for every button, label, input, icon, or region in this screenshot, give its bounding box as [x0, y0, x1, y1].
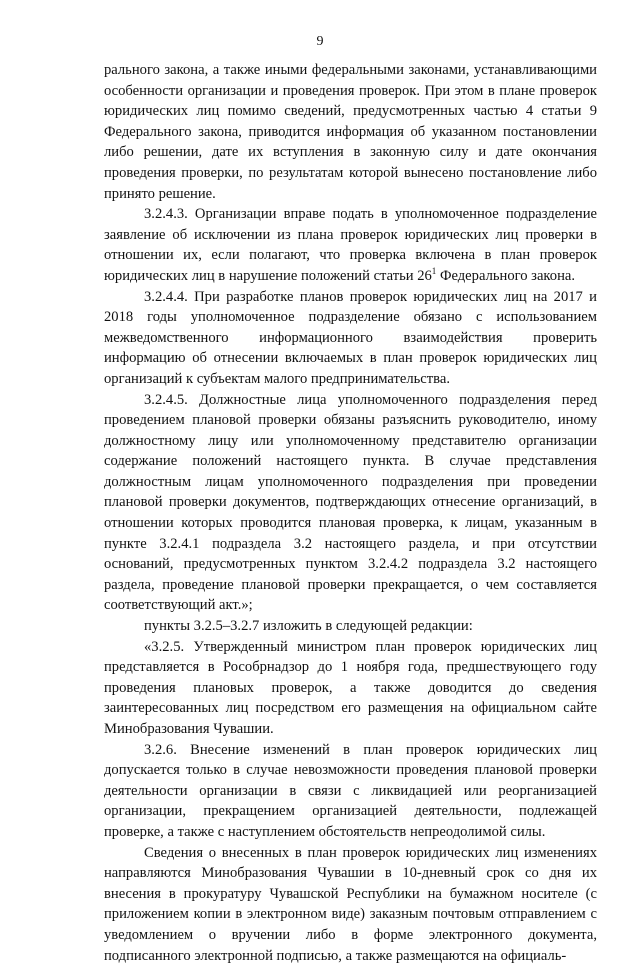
paragraph-text-tail: Федерального закона. [436, 267, 576, 284]
article-superscript: 1 [431, 266, 437, 277]
page-number: 9 [316, 34, 324, 49]
paragraph-items-edit: пункты 3.2.5–3.2.7 изложить в следующей редакции: [144, 618, 473, 635]
paragraph-3-2-4-5: 3.2.4.5. Должностные лица уполномоченного подразделения перед проведением плановой проверки обязаны разъяснить руководителю, иному должностному лицу или уполномоченному представителю организации содержание положений настоящего пункта. В случае представления должностным лицам уполномоченного подразделения при проведении плановой проверки документов, подтверждающих отнесение организаций, в отношении которых проводится плановая проверка, к лицам, указанным в пункте 3.2.4.1 подраздела 3.2 настоящего раздела, и при отсутствии оснований, предусмотренных пунктом 3.2.4.2 подраздела 3.2 настоящего раздела, проведение плановой проверки прекращается, о чем составляется соответствующий акт.»; [104, 391, 597, 614]
paragraph-changes-info: Сведения о внесенных в план проверок юридических лиц изменениях направляются Минобразования Чувашии в 10-дневный срок со дня их внесения в прокуратуру Чувашской Республики на бумажном носителе (с приложением копии в электронном виде) заказным почтовым отправлением с уведомлением о вручении либо в форме электронного документа, подписанного электронной подписью, а также размещаются на официаль- [104, 844, 597, 964]
document-body [104, 60, 597, 966]
paragraph-3-2-5: «3.2.5. Утвержденный министром план проверок юридических лиц представляется в Рособрнадзор до 1 ноября года, предшествующего году проведения плановых проверок, а также доводится до сведения заинтересованных лиц посредством его размещения на официальном сайте Минобразования Чувашии. [104, 638, 597, 737]
paragraph-3-2-4-4: 3.2.4.4. При разработке планов проверок юридических лиц на 2017 и 2018 годы уполномоченное подразделение обязано с использованием межведомственного информационного взаимодействия проверить информацию об отнесении включаемых в план проверок юридических лиц организаций к субъектам малого предпринимательства. [104, 288, 597, 387]
paragraph-text-main: 3.2.4.3. Организации вправе подать в уполномоченное подразделение заявление об исключении из плана проверок юридических лиц проверки в отношении их, если полагают, что проверка включена в план проверок юридических лиц в нарушение положений статьи 26 [104, 206, 597, 284]
paragraph-3-2-4-3 [104, 204, 597, 286]
paragraph-3-2-6: 3.2.6. Внесение изменений в план проверок юридических лиц допускается только в случае невозможности проведения плановой проверки деятельности организации в связи с ликвидацией или реорганизацией организации, прекращением организацией деятельности, подлежащей проверке, а также с наступлением обстоятельств непреодолимой силы. [104, 741, 597, 840]
paragraph-continuation: рального закона, а также иными федеральными законами, устанавливающими особенности организации и проведения проверок. При этом в плане проверок юридических лиц помимо сведений, предусмотренных частью 4 статьи 9 Федерального закона, приводится информация об указанном постановлении либо решении, дате их вступления в законную силу и дате окончания проведения проверки, по результатам которой вынесено постановление либо принято решение. [104, 62, 597, 202]
